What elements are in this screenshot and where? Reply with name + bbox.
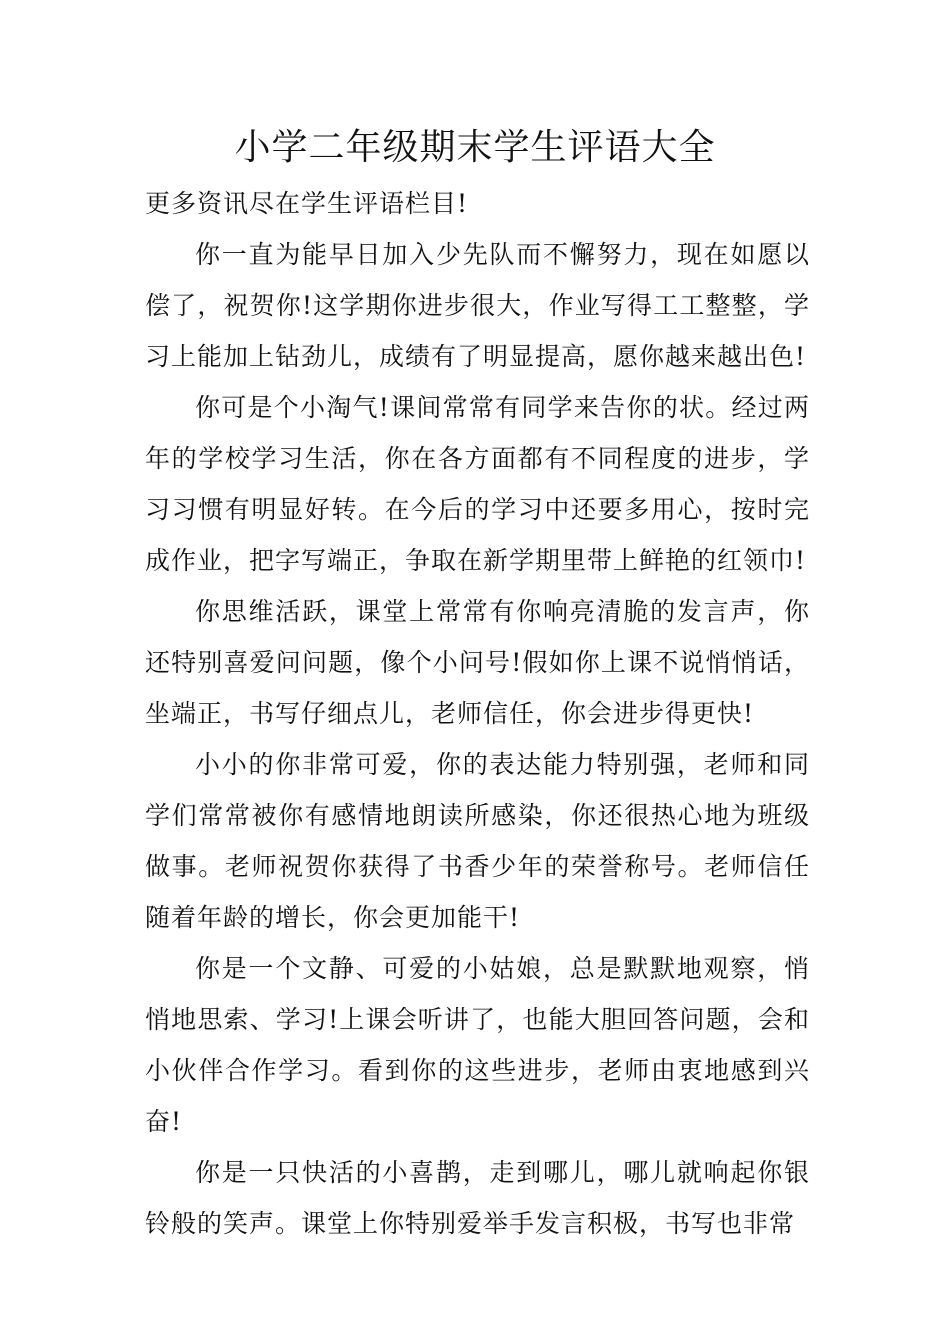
comment-paragraph: 小小的你非常可爱，你的表达能力特别强，老师和同学们常常被你有感情地朗读所感染，你还很热心地为班级做事。老师祝贺你获得了书香少年的荣誉称号。老师信任随着年龄的增长，你会更加能干! (145, 750, 810, 932)
document-title: 小学二年级期末学生评语大全 (234, 127, 716, 168)
comment-paragraph: 你可是个小淘气!课间常常有同学来告你的状。经过两年的学校学习生活，你在各方面都有不同程度的进步，学习习惯有明显好转。在今后的学习中还要多用心，按时完成作业，把字写端正，争取在新学期里带上鲜艳的红领巾! (145, 393, 810, 575)
comment-paragraph: 你是一个文静、可爱的小姑娘，总是默默地观察，悄悄地思索、学习!上课会听讲了，也能大胆回答问题，会和小伙伴合作学习。看到你的这些进步，老师由衷地感到兴奋! (145, 954, 810, 1136)
comment-paragraph: 你是一只快活的小喜鹊，走到哪儿，哪儿就响起你银铃般的笑声。课堂上你特别爱举手发言积极，书写也非常 (145, 1158, 810, 1238)
column-note: 更多资讯尽在学生评语栏目! (145, 189, 469, 218)
document-body (145, 178, 810, 1249)
comment-paragraph: 你一直为能早日加入少先队而不懈努力，现在如愿以偿了，祝贺你!这学期你进步很大，作业写得工工整整，学习上能加上钻劲儿，成绩有了明显提高，愿你越来越出色! (145, 240, 810, 371)
comment-paragraph: 你思维活跃，课堂上常常有你响亮清脆的发言声，你还特别喜爱问问题，像个小问号!假如你上课不说悄悄话，坐端正，书写仔细点儿，老师信任，你会进步得更快! (145, 597, 810, 728)
